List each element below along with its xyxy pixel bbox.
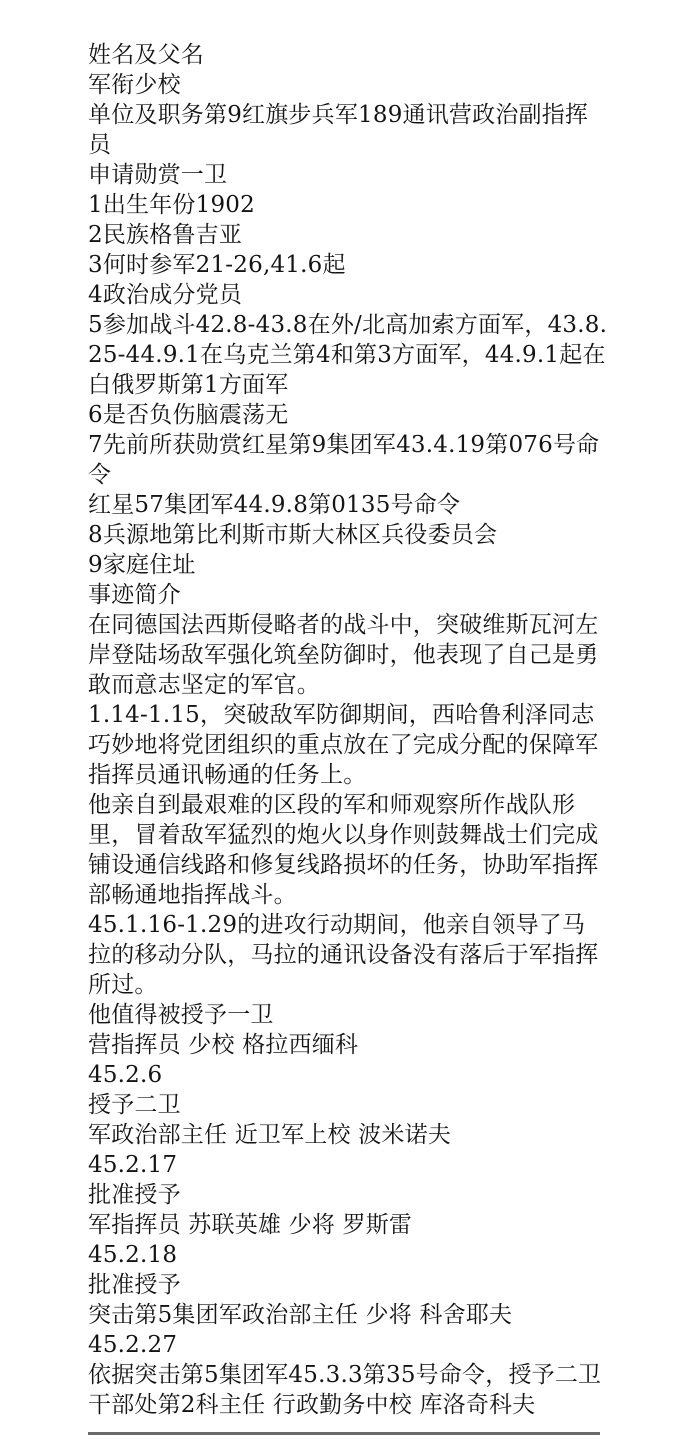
decision-3: 批准授予 <box>88 1272 181 1298</box>
feat-paragraph-4: 45.1.16-1.29的进攻行动期间，他亲自领导了马拉的移动分队，马拉的通讯设备没有落后于军指挥所过。 <box>88 912 599 998</box>
field-nationality: 2民族格鲁吉亚 <box>88 222 243 248</box>
field-prior-awards-2: 红星57集团军44.9.8第0135号命令 <box>88 492 461 518</box>
date-2: 45.2.17 <box>88 1152 178 1178</box>
field-birth-year: 1出生年份1902 <box>88 192 255 218</box>
field-conscription-office: 8兵源地第比利斯市斯大林区兵役委员会 <box>88 522 498 548</box>
field-name-patronymic: 姓名及父名 <box>88 42 204 68</box>
field-requested-award: 申请勋赏一卫 <box>88 162 228 188</box>
signature-corps-commander: 军指挥员 苏联英雄 少将 罗斯雷 <box>88 1212 413 1238</box>
signature-personnel-officer: 干部处第2科主任 行政勤务中校 库洛奇科夫 <box>88 1392 536 1418</box>
feat-paragraph-3: 他亲自到最艰难的区段的军和师观察所作战队形里，冒着敌军猛烈的炮火以身作则鼓舞战士们完成铺设通信线路和修复线路损坏的任务，协助军指挥部畅通地指挥战斗。 <box>88 792 599 908</box>
recommendation: 他值得被授予一卫 <box>88 1002 274 1028</box>
field-unit-position: 单位及职务第9红旗步兵军189通讯营政治副指挥员 <box>88 102 589 158</box>
bottom-divider <box>88 1432 600 1435</box>
date-3: 45.2.18 <box>88 1242 178 1268</box>
field-prior-awards: 7先前所获勋赏红星第9集团军43.4.19第076号命令 <box>88 432 600 488</box>
field-combat-service: 5参加战斗42.8-43.8在外/北高加索方面军，43.8.25-44.9.1在乌克兰第4和第3方面军，44.9.1起在白俄罗斯第1方面军 <box>88 312 608 398</box>
signature-battalion-commander: 营指挥员 少校 格拉西缅科 <box>88 1032 359 1058</box>
award-order-reference: 依据突击第5集团军45.3.3第35号命令，授予二卫 <box>88 1362 602 1388</box>
section-feat-summary: 事迹简介 <box>88 582 181 608</box>
field-home-address: 9家庭住址 <box>88 552 196 578</box>
date-4: 45.2.27 <box>88 1332 178 1358</box>
signature-army-political-head: 突击第5集团军政治部主任 少将 科舍耶夫 <box>88 1302 513 1328</box>
field-rank: 军衔少校 <box>88 72 181 98</box>
feat-paragraph-2: 1.14-1.15，突破敌军防御期间，西哈鲁利泽同志巧妙地将党团组织的重点放在了完成分配的保障军指挥员通讯畅通的任务上。 <box>88 702 599 788</box>
field-enlistment: 3何时参军21-26,41.6起 <box>88 252 346 278</box>
award-document <box>88 40 608 1420</box>
decision-1: 授予二卫 <box>88 1092 181 1118</box>
signature-political-head: 军政治部主任 近卫军上校 波米诺夫 <box>88 1122 452 1148</box>
field-party: 4政治成分党员 <box>88 282 243 308</box>
decision-2: 批准授予 <box>88 1182 181 1208</box>
field-wounds: 6是否负伤脑震荡无 <box>88 402 289 428</box>
feat-paragraph-1: 在同德国法西斯侵略者的战斗中，突破维斯瓦河左岸登陆场敌军强化筑垒防御时，他表现了自己是勇敢而意志坚定的军官。 <box>88 612 599 698</box>
date-1: 45.2.6 <box>88 1062 163 1088</box>
